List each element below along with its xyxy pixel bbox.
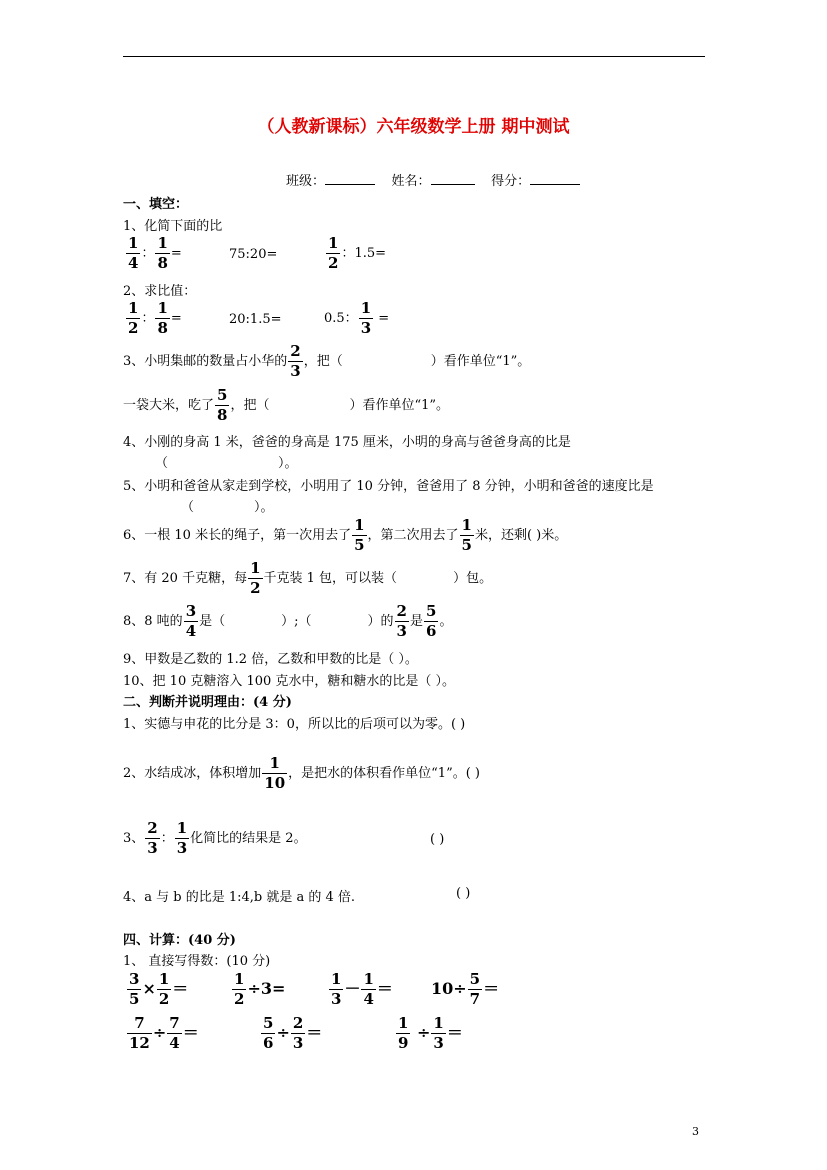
s1-q5-line1: 5、小明和爸爸从家走到学校，小明用了 10 分钟，爸爸用了 8 分钟，小明和爸爸的速度比是 — [123, 479, 654, 494]
page-title: （人教新课标）六年级数学上册 期中测试 — [257, 117, 570, 137]
student-info — [286, 170, 580, 189]
class-label: 班级： — [286, 174, 326, 189]
fraction: $\frac{1}{2}$ — [128, 299, 139, 337]
calc-2: $\frac{1}{2}$ ÷3= — [234, 970, 286, 1008]
fraction: $\frac{2}{3}$ — [290, 342, 301, 380]
fraction: $\frac{5}{8}$ — [217, 386, 228, 424]
class-blank[interactable] — [325, 172, 375, 185]
s1-q4-line2: （ ）。 — [155, 456, 298, 471]
score-label: 得分： — [491, 174, 531, 189]
fraction: $\frac{1}{2}$ — [234, 970, 245, 1008]
fraction: $\frac{1}{3}$ — [176, 819, 188, 857]
fraction: $\frac{1}{10}$ — [264, 754, 286, 792]
s1-q5-line2: （ ）。 — [181, 500, 274, 515]
fraction: $\frac{1}{8}$ — [157, 299, 168, 337]
calc-1: $\frac{3}{5}$ × $\frac{1}{2}$ ＝ — [129, 970, 189, 1008]
fraction: $\frac{7}{4}$ — [169, 1014, 180, 1052]
section4-heading: 四、计算：(40 分) — [123, 933, 236, 948]
page-number: 3 — [692, 1125, 699, 1138]
fraction: $\frac{2}{3}$ — [396, 602, 407, 640]
fraction: $\frac{1}{4}$ — [128, 234, 139, 272]
calc-5: $\frac{7}{12}$ ÷ $\frac{7}{4}$ ＝ — [129, 1014, 199, 1052]
s2-q1: 1、实德与申花的比分是 3：0，所以比的后项可以为零。( ) — [123, 717, 466, 732]
calc-3: $\frac{1}{3}$ － $\frac{1}{4}$ ＝ — [331, 970, 393, 1008]
s1-q2-c: 0.5： $\frac{1}{3}$ = — [324, 299, 390, 337]
s1-q3b: 一袋大米，吃了 $\frac{5}{8}$ ，把（ ）看作单位“1”。 — [123, 386, 450, 424]
fraction: $\frac{2}{3}$ — [147, 819, 158, 857]
name-blank[interactable] — [431, 172, 475, 185]
s1-q1-a: $\frac{1}{4}$ ： $\frac{1}{8}$ = — [128, 234, 182, 272]
s2-q4: 4、a 与 b 的比是 1:4,b 就是 a 的 4 倍. — [123, 890, 356, 905]
fraction: $\frac{2}{3}$ — [292, 1014, 304, 1052]
fraction: $\frac{1}{9}$ — [398, 1014, 409, 1052]
fraction: $\frac{1}{4}$ — [363, 970, 374, 1008]
s1-q2-b: 20:1.5= — [229, 312, 282, 327]
header-rule — [123, 56, 705, 57]
fraction: $\frac{1}{2}$ — [328, 234, 339, 272]
fraction: $\frac{3}{5}$ — [129, 970, 140, 1008]
section2-heading: 二、判断并说明理由：(4 分) — [123, 695, 292, 710]
calc-7: $\frac{1}{9}$ ÷ $\frac{1}{3}$ ＝ — [398, 1014, 463, 1052]
s1-q4-line1: 4、小刚的身高 1 米，爸爸的身高是 175 厘米，小明的身高与爸爸身高的比是 — [123, 435, 571, 450]
s1-q2-label: 2、求比值： — [123, 284, 197, 299]
fraction: $\frac{3}{4}$ — [185, 602, 197, 640]
s1-q7: 7、有 20 千克糖，每 $\frac{1}{2}$ 千克装 1 包，可以装（ ）包。 — [123, 559, 493, 597]
fraction: $\frac{5}{6}$ — [263, 1014, 274, 1052]
fraction: $\frac{7}{12}$ — [129, 1014, 150, 1052]
score-blank[interactable] — [530, 172, 580, 185]
s1-q3: 3、小明集邮的数量占小华的 $\frac{2}{3}$ ，把（ ）看作单位“1”。 — [123, 342, 531, 380]
s1-q9: 9、甲数是乙数的 1.2 倍，乙数和甲数的比是（ ）。 — [123, 652, 418, 667]
fraction: $\frac{1}{3}$ — [360, 299, 372, 337]
fraction: $\frac{5}{6}$ — [426, 602, 437, 640]
calc-6: $\frac{5}{6}$ ÷ $\frac{2}{3}$ ＝ — [263, 1014, 323, 1052]
s1-q1-b: 75:20= — [229, 247, 278, 262]
name-label: 姓名： — [391, 174, 431, 189]
calc-4: 10÷ $\frac{5}{7}$ ＝ — [431, 970, 500, 1008]
fraction: $\frac{5}{7}$ — [469, 970, 481, 1008]
fraction: $\frac{1}{3}$ — [433, 1014, 444, 1052]
s1-q8: 8、8 吨的 $\frac{3}{4}$ 是（ ）;（ ）的 $\frac{2}{3}$ 是 $\frac{5}{6}$ 。 — [123, 602, 453, 640]
s2-q2: 2、水结成冰，体积增加 $\frac{1}{10}$ ，是把水的体积看作单位“1”。( ) — [123, 754, 480, 792]
s2-q3: 3、 $\frac{2}{3}$ ： $\frac{1}{3}$ 化简比的结果是 2。 — [123, 819, 307, 857]
fraction: $\frac{1}{5}$ — [461, 516, 472, 554]
s4-q1-label: 1、 直接写得数：(10 分) — [123, 954, 271, 969]
s1-q6: 6、一根 10 米长的绳子，第一次用去了 $\frac{1}{5}$ ，第二次用去了 $\frac{1}{5}$ 米，还剩( )米。 — [123, 516, 568, 554]
s1-q1-c: $\frac{1}{2}$ ：1.5= — [328, 234, 387, 272]
fraction: $\frac{1}{3}$ — [331, 970, 342, 1008]
s2-q4-paren: ( ) — [456, 886, 471, 901]
s1-q2-a: $\frac{1}{2}$ ： $\frac{1}{8}$ = — [128, 299, 182, 337]
s1-q10: 10、把 10 克糖溶入 100 克水中，糖和糖水的比是（ ）。 — [123, 674, 456, 689]
fraction: $\frac{1}{2}$ — [158, 970, 170, 1008]
s1-q1-label: 1、化简下面的比 — [123, 219, 223, 234]
section1-heading: 一、填空： — [123, 197, 189, 212]
fraction: $\frac{1}{2}$ — [250, 559, 261, 597]
fraction: $\frac{1}{8}$ — [157, 234, 168, 272]
fraction: $\frac{1}{5}$ — [354, 516, 365, 554]
s2-q3-paren: ( ) — [430, 832, 445, 847]
